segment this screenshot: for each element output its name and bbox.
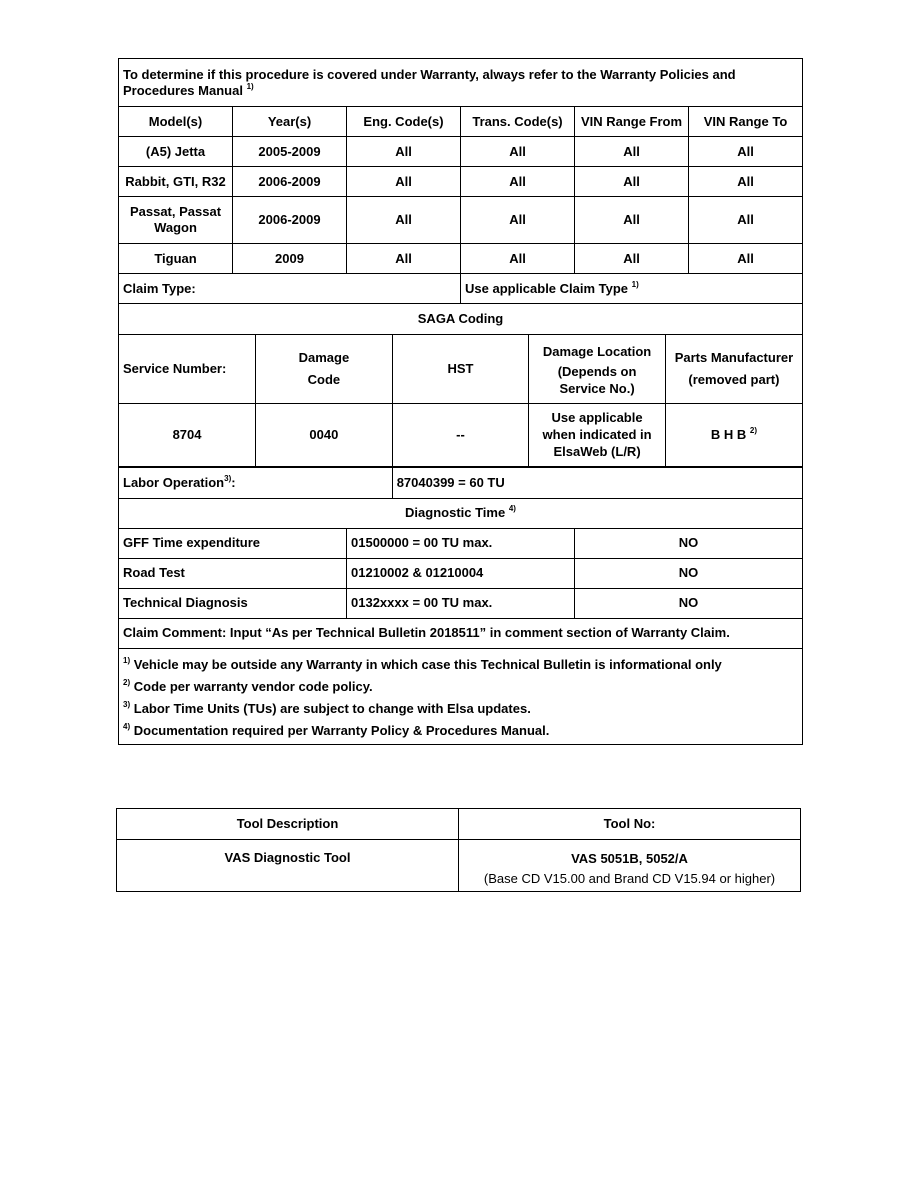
damage-location-header <box>529 334 666 403</box>
service-number-value: 8704 <box>119 403 256 466</box>
vin-to-cell: All <box>689 197 803 244</box>
diagnostic-row <box>119 588 803 618</box>
hst-header: HST <box>392 334 529 403</box>
diagnostic-code: 0132xxxx = 00 TU max. <box>347 588 575 618</box>
damage-code-header-text: Damage Code <box>298 349 350 387</box>
footnote-text: Labor Time Units (TUs) are subject to change with Elsa updates. <box>133 700 531 716</box>
vin-to-cell: All <box>689 167 803 197</box>
claim-type-row <box>119 274 803 304</box>
trans-code-cell: All <box>461 137 575 167</box>
footnote-item <box>123 676 798 698</box>
diagnostic-item: Road Test <box>119 558 347 588</box>
model-cell: Rabbit, GTI, R32 <box>119 167 233 197</box>
year-cell: 2009 <box>233 244 347 274</box>
footnote-number: 2) <box>123 677 131 687</box>
footnote-number: 4) <box>123 721 131 731</box>
tool-row <box>117 840 801 892</box>
model-cell: (A5) Jetta <box>119 137 233 167</box>
year-cell: 2005-2009 <box>233 137 347 167</box>
intro-footnote-ref: 1) <box>246 81 254 91</box>
header-years: Year(s) <box>233 107 347 137</box>
model-header-row <box>119 107 803 137</box>
diagnostic-footnote-ref: 4) <box>508 504 516 513</box>
labor-footnote-ref: 3) <box>224 473 232 483</box>
parts-manufacturer-footnote-ref: 2) <box>749 425 757 435</box>
tool-number-header: Tool No: <box>459 809 801 840</box>
tool-header-row <box>117 809 801 840</box>
labor-operation-label <box>119 468 392 498</box>
header-vin-from: VIN Range From <box>575 107 689 137</box>
diagnostic-item: Technical Diagnosis <box>119 588 347 618</box>
vin-from-cell: All <box>575 137 689 167</box>
damage-code-value: 0040 <box>256 403 393 466</box>
parts-manufacturer-text: B H B <box>710 426 747 442</box>
claim-type-value <box>461 274 803 304</box>
model-row <box>119 167 803 197</box>
labor-section <box>119 467 803 498</box>
service-number-header: Service Number: <box>119 334 256 403</box>
footnote-item <box>123 720 798 742</box>
tool-number-cell <box>459 840 801 892</box>
tool-description: VAS Diagnostic Tool <box>117 840 459 892</box>
saga-header-row <box>119 334 802 403</box>
trans-code-cell: All <box>461 197 575 244</box>
parts-manufacturer-header <box>665 334 802 403</box>
model-cell: Passat, Passat Wagon <box>119 197 233 244</box>
intro-text: To determine if this procedure is covered under Warranty, always refer to the Warranty Policies and Procedures Manual <box>123 66 736 98</box>
eng-code-cell: All <box>347 137 461 167</box>
diagnostic-required: NO <box>575 558 803 588</box>
tool-number-note: (Base CD V15.00 and Brand CD V15.94 or higher) <box>483 871 776 886</box>
diagnostic-required: NO <box>575 588 803 618</box>
vin-to-cell: All <box>689 244 803 274</box>
footnote-text: Documentation required per Warranty Policy & Procedures Manual. <box>133 722 550 738</box>
damage-location-header-text: Damage Location <box>542 343 652 359</box>
model-row <box>119 197 803 244</box>
footnote-item <box>123 654 798 676</box>
saga-title: SAGA Coding <box>119 304 802 334</box>
labor-colon: : <box>231 474 236 490</box>
warranty-intro <box>119 59 803 107</box>
tool-description-header: Tool Description <box>117 809 459 840</box>
footnote-number: 1) <box>123 655 131 665</box>
vin-to-cell: All <box>689 137 803 167</box>
footnote-text: Vehicle may be outside any Warranty in which case this Technical Bulletin is informational only <box>133 656 722 672</box>
saga-section <box>119 304 803 468</box>
diagnostic-code: 01210002 & 01210004 <box>347 558 575 588</box>
tool-table <box>116 808 801 892</box>
eng-code-cell: All <box>347 197 461 244</box>
damage-code-header <box>256 334 393 403</box>
vin-from-cell: All <box>575 244 689 274</box>
header-vin-to: VIN Range To <box>689 107 803 137</box>
footnote-item <box>123 698 798 720</box>
diagnostic-time-text: Diagnostic Time <box>405 505 506 520</box>
eng-code-cell: All <box>347 167 461 197</box>
labor-operation-text: Labor Operation <box>123 474 225 490</box>
header-eng-codes: Eng. Code(s) <box>347 107 461 137</box>
warranty-table <box>118 58 803 745</box>
diagnostic-code: 01500000 = 00 TU max. <box>347 528 575 558</box>
year-cell: 2006-2009 <box>233 167 347 197</box>
footnote-number: 3) <box>123 699 131 709</box>
footnote-text: Code per warranty vendor code policy. <box>133 678 373 694</box>
labor-operation-value: 87040399 = 60 TU <box>396 474 505 490</box>
saga-value-row <box>119 403 802 466</box>
parts-manufacturer-header-text: Parts Manufacturer <box>674 349 794 365</box>
diagnostic-item: GFF Time expenditure <box>119 528 347 558</box>
eng-code-cell: All <box>347 244 461 274</box>
trans-code-cell: All <box>461 167 575 197</box>
claim-type-footnote-ref: 1) <box>631 279 639 289</box>
header-models: Model(s) <box>119 107 233 137</box>
model-cell: Tiguan <box>119 244 233 274</box>
footnotes <box>119 648 803 744</box>
vin-from-cell: All <box>575 167 689 197</box>
diagnostic-row <box>119 558 803 588</box>
vin-from-cell: All <box>575 197 689 244</box>
parts-manufacturer-value <box>665 403 802 466</box>
diagnostic-required: NO <box>575 528 803 558</box>
model-row <box>119 137 803 167</box>
parts-manufacturer-header-sub: (removed part) <box>688 371 780 387</box>
header-trans-codes: Trans. Code(s) <box>461 107 575 137</box>
hst-value: -- <box>392 403 529 466</box>
model-row <box>119 244 803 274</box>
labor-table <box>119 468 802 498</box>
damage-location-value: Use applicable when indicated in ElsaWeb (L/R) <box>529 403 666 466</box>
diagnostic-time-title <box>119 498 803 528</box>
diagnostic-row <box>119 528 803 558</box>
claim-comment: Claim Comment: Input “As per Technical Bulletin 2018511” in comment section of Warranty Claim. <box>119 618 803 648</box>
tool-number: VAS 5051B, 5052/A <box>571 851 688 866</box>
saga-table <box>119 304 802 467</box>
year-cell: 2006-2009 <box>233 197 347 244</box>
trans-code-cell: All <box>461 244 575 274</box>
damage-location-header-sub: (Depends on Service No.) <box>557 363 637 396</box>
claim-type-label: Claim Type: <box>119 274 461 304</box>
claim-type-text: Use applicable Claim Type <box>465 280 629 296</box>
